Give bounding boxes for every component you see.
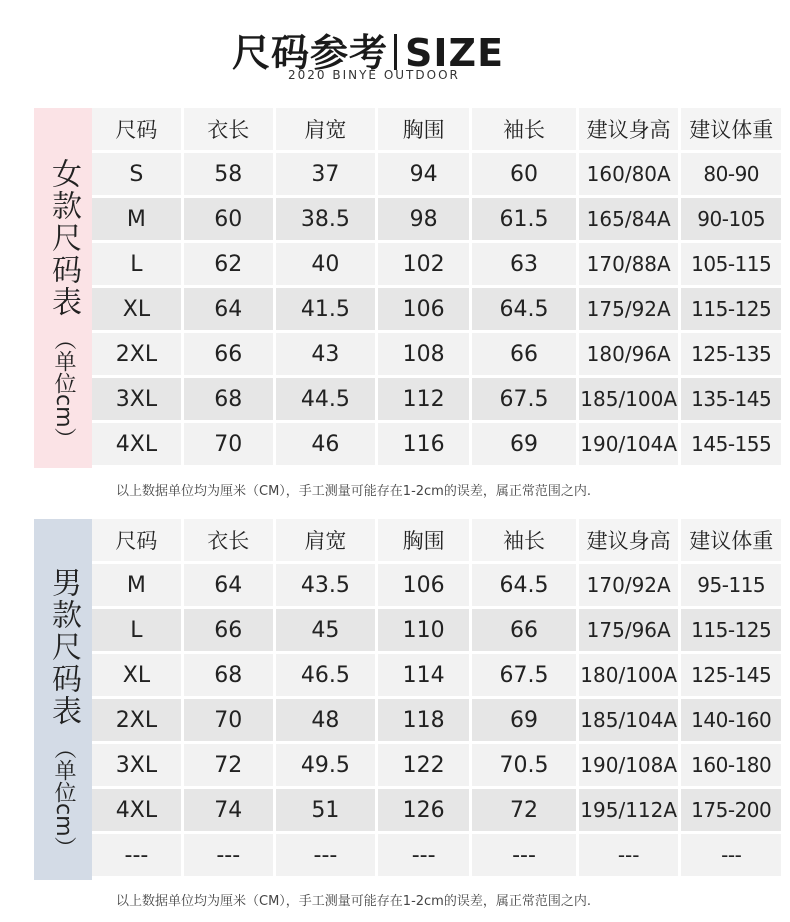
table-header-row bbox=[92, 519, 784, 564]
size-cell: M bbox=[92, 564, 184, 609]
height-cell: 190/104A bbox=[579, 423, 682, 468]
table-row bbox=[92, 423, 784, 468]
chest-cell: 106 bbox=[378, 288, 472, 333]
title-cn: 尺码参考 bbox=[232, 31, 389, 75]
men-measurement-note: 以上数据单位均为厘米（CM），手工测量可能存在1-2cm的误差，属正常范围之内. bbox=[116, 894, 591, 909]
height-cell: 195/112A bbox=[579, 789, 682, 834]
chest-cell: 112 bbox=[378, 378, 472, 423]
size-cell: S bbox=[92, 153, 184, 198]
shoulder-cell: 38.5 bbox=[276, 198, 379, 243]
chest-cell: 126 bbox=[378, 789, 472, 834]
column-header: 建议身高 bbox=[579, 108, 682, 153]
chest-cell: 122 bbox=[378, 744, 472, 789]
height-cell: --- bbox=[579, 834, 682, 879]
men-unit-label: （单位cm） bbox=[51, 737, 76, 859]
height-cell: 190/108A bbox=[579, 744, 682, 789]
height-cell: 180/96A bbox=[579, 333, 682, 378]
length-cell: 64 bbox=[184, 288, 276, 333]
column-header: 袖长 bbox=[472, 108, 579, 153]
men-chart-label: 男款尺码表 bbox=[46, 567, 81, 727]
column-header: 尺码 bbox=[92, 519, 184, 564]
table-row bbox=[92, 564, 784, 609]
column-header: 建议体重 bbox=[681, 108, 784, 153]
table-row bbox=[92, 243, 784, 288]
shoulder-cell: 45 bbox=[276, 609, 379, 654]
women-measurement-note: 以上数据单位均为厘米（CM），手工测量可能存在1-2cm的误差，属正常范围之内. bbox=[116, 484, 591, 499]
column-header: 尺码 bbox=[92, 108, 184, 153]
table-row bbox=[92, 288, 784, 333]
sleeve-cell: 60 bbox=[472, 153, 579, 198]
column-header: 建议身高 bbox=[579, 519, 682, 564]
length-cell: --- bbox=[184, 834, 276, 879]
shoulder-cell: 49.5 bbox=[276, 744, 379, 789]
column-header: 袖长 bbox=[472, 519, 579, 564]
men-size-table bbox=[92, 519, 784, 879]
shoulder-cell: 41.5 bbox=[276, 288, 379, 333]
chest-cell: 94 bbox=[378, 153, 472, 198]
length-cell: 58 bbox=[184, 153, 276, 198]
table-body bbox=[92, 564, 784, 879]
size-cell: 2XL bbox=[92, 699, 184, 744]
shoulder-cell: 51 bbox=[276, 789, 379, 834]
size-cell: L bbox=[92, 243, 184, 288]
table-row bbox=[92, 834, 784, 879]
size-cell: 3XL bbox=[92, 744, 184, 789]
weight-cell: 125-135 bbox=[681, 333, 784, 378]
page-header bbox=[0, 22, 790, 88]
length-cell: 60 bbox=[184, 198, 276, 243]
women-sidebar bbox=[34, 108, 92, 468]
table-row bbox=[92, 198, 784, 243]
shoulder-cell: 44.5 bbox=[276, 378, 379, 423]
column-header: 胸围 bbox=[378, 108, 472, 153]
weight-cell: 115-125 bbox=[681, 288, 784, 333]
size-cell: 4XL bbox=[92, 423, 184, 468]
length-cell: 64 bbox=[184, 564, 276, 609]
shoulder-cell: 46 bbox=[276, 423, 379, 468]
title-en: SIZE bbox=[405, 31, 505, 75]
size-cell: --- bbox=[92, 834, 184, 879]
length-cell: 66 bbox=[184, 333, 276, 378]
sleeve-cell: 67.5 bbox=[472, 654, 579, 699]
column-header: 衣长 bbox=[184, 519, 276, 564]
height-cell: 170/92A bbox=[579, 564, 682, 609]
sleeve-cell: 67.5 bbox=[472, 378, 579, 423]
weight-cell: 90-105 bbox=[681, 198, 784, 243]
height-cell: 180/100A bbox=[579, 654, 682, 699]
weight-cell: --- bbox=[681, 834, 784, 879]
women-unit-label: （单位cm） bbox=[51, 328, 76, 450]
height-cell: 185/104A bbox=[579, 699, 682, 744]
table-row bbox=[92, 333, 784, 378]
height-cell: 175/96A bbox=[579, 609, 682, 654]
chest-cell: 108 bbox=[378, 333, 472, 378]
title-separator bbox=[394, 34, 397, 70]
weight-cell: 95-115 bbox=[681, 564, 784, 609]
size-cell: 2XL bbox=[92, 333, 184, 378]
length-cell: 72 bbox=[184, 744, 276, 789]
length-cell: 66 bbox=[184, 609, 276, 654]
table-row bbox=[92, 744, 784, 789]
shoulder-cell: 40 bbox=[276, 243, 379, 288]
size-cell: M bbox=[92, 198, 184, 243]
size-cell: XL bbox=[92, 288, 184, 333]
chest-cell: 110 bbox=[378, 609, 472, 654]
shoulder-cell: 48 bbox=[276, 699, 379, 744]
sleeve-cell: 69 bbox=[472, 423, 579, 468]
shoulder-cell: 46.5 bbox=[276, 654, 379, 699]
table-row bbox=[92, 609, 784, 654]
size-cell: 4XL bbox=[92, 789, 184, 834]
table-body bbox=[92, 153, 784, 468]
table-row bbox=[92, 153, 784, 198]
women-chart-label: 女款尺码表 bbox=[46, 158, 81, 318]
weight-cell: 125-145 bbox=[681, 654, 784, 699]
chest-cell: 116 bbox=[378, 423, 472, 468]
weight-cell: 175-200 bbox=[681, 789, 784, 834]
size-cell: XL bbox=[92, 654, 184, 699]
chest-cell: 114 bbox=[378, 654, 472, 699]
sleeve-cell: 66 bbox=[472, 609, 579, 654]
men-sidebar bbox=[34, 519, 92, 880]
column-header: 肩宽 bbox=[276, 108, 379, 153]
length-cell: 68 bbox=[184, 378, 276, 423]
sleeve-cell: 61.5 bbox=[472, 198, 579, 243]
sleeve-cell: 70.5 bbox=[472, 744, 579, 789]
weight-cell: 140-160 bbox=[681, 699, 784, 744]
table-row bbox=[92, 378, 784, 423]
weight-cell: 105-115 bbox=[681, 243, 784, 288]
sleeve-cell: 64.5 bbox=[472, 564, 579, 609]
sleeve-cell: 63 bbox=[472, 243, 579, 288]
sleeve-cell: 72 bbox=[472, 789, 579, 834]
table-row bbox=[92, 654, 784, 699]
column-header: 衣长 bbox=[184, 108, 276, 153]
length-cell: 70 bbox=[184, 423, 276, 468]
sleeve-cell: --- bbox=[472, 834, 579, 879]
height-cell: 175/92A bbox=[579, 288, 682, 333]
height-cell: 185/100A bbox=[579, 378, 682, 423]
column-header: 胸围 bbox=[378, 519, 472, 564]
women-size-table bbox=[92, 108, 784, 468]
chest-cell: 106 bbox=[378, 564, 472, 609]
column-header: 建议体重 bbox=[681, 519, 784, 564]
table-row bbox=[92, 789, 784, 834]
weight-cell: 145-155 bbox=[681, 423, 784, 468]
size-cell: 3XL bbox=[92, 378, 184, 423]
sleeve-cell: 69 bbox=[472, 699, 579, 744]
size-cell: L bbox=[92, 609, 184, 654]
chest-cell: 102 bbox=[378, 243, 472, 288]
shoulder-cell: 43.5 bbox=[276, 564, 379, 609]
weight-cell: 80-90 bbox=[681, 153, 784, 198]
shoulder-cell: --- bbox=[276, 834, 379, 879]
column-header: 肩宽 bbox=[276, 519, 379, 564]
height-cell: 170/88A bbox=[579, 243, 682, 288]
table-header-row bbox=[92, 108, 784, 153]
length-cell: 74 bbox=[184, 789, 276, 834]
shoulder-cell: 43 bbox=[276, 333, 379, 378]
weight-cell: 160-180 bbox=[681, 744, 784, 789]
length-cell: 62 bbox=[184, 243, 276, 288]
page-subtitle: 2020 BINYE OUTDOOR bbox=[288, 68, 460, 82]
chest-cell: 118 bbox=[378, 699, 472, 744]
sleeve-cell: 64.5 bbox=[472, 288, 579, 333]
chest-cell: 98 bbox=[378, 198, 472, 243]
weight-cell: 115-125 bbox=[681, 609, 784, 654]
length-cell: 68 bbox=[184, 654, 276, 699]
height-cell: 160/80A bbox=[579, 153, 682, 198]
weight-cell: 135-145 bbox=[681, 378, 784, 423]
table-row bbox=[92, 699, 784, 744]
height-cell: 165/84A bbox=[579, 198, 682, 243]
sleeve-cell: 66 bbox=[472, 333, 579, 378]
shoulder-cell: 37 bbox=[276, 153, 379, 198]
length-cell: 70 bbox=[184, 699, 276, 744]
chest-cell: --- bbox=[378, 834, 472, 879]
